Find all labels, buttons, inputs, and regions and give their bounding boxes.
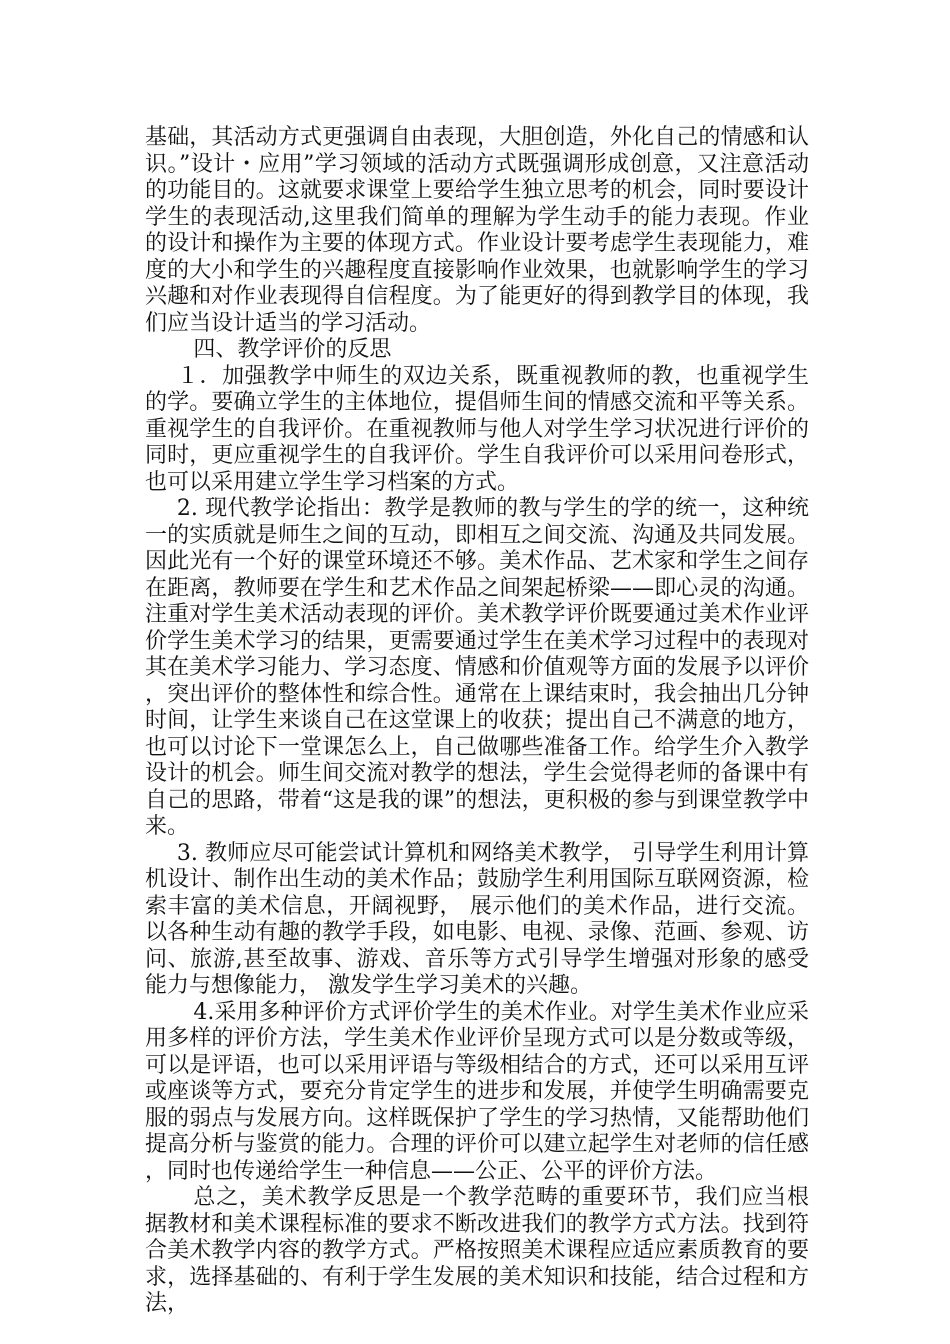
- section-heading-evaluation: 四、教学评价的反思: [193, 337, 392, 362]
- paragraph-activity-design: 基础，其活动方式更强调自由表现，大胆创造，外化自己的情感和认识。”设计・应用”学习领域的活动方式既强调形成创意，又注意活动的功能目的。这就要求课堂上要给学生独立思考的机会，同时要设计学生的表现活动,这里我们简单的理解为学生动手的能力表现。作业的设计和操作为主要的体现方式。作业设计要考虑学生表现能力，难度的大小和学生的兴趣程度直接影响作业效果，也就影响学生的学习兴趣和对作业表现得自信程度。为了能更好的得到教学目的体现，我们应当设计适当的学习活动。: [145, 125, 809, 336]
- paragraph-point-1: １．加强教学中师生的双边关系，既重视教师的教，也重视学生的学。要确立学生的主体地位，提倡师生间的情感交流和平等关系。重视学生的自我评价。在重视教师与他人对学生学习状况进行评价的同时，更应重视学生的自我评价。学生自我评价可以采用问卷形式，也可以采用建立学生学习档案的方式。: [145, 363, 809, 495]
- paragraph-point-2: 2. 现代教学论指出：教学是教师的教与学生的学的统一，这种统一的实质就是师生之间的互动，即相互之间交流、沟通及共同发展。因此光有一个好的课堂环境还不够。美术作品、艺术家和学生之间存在距离，教师要在学生和艺术作品之间架起桥梁——即心灵的沟通。注重对学生美术活动表现的评价。美术教学评价既要通过美术作业评价学生美术学习的结果，更需要通过学生在美术学习过程中的表现对其在美术学习能力、学习态度、情感和价值观等方面的发展予以评价，突出评价的整体性和综合性。通常在上课结束时，我会抽出几分钟时间，让学生来谈自己在这堂课上的收获；提出自己不满意的地方，也可以讨论下一堂课怎么上，自己做哪些准备工作。给学生介入教学设计的机会。师生间交流对教学的想法，学生会觉得老师的备课中有自己的思路，带着“这是我的课”的想法，更积极的参与到课堂教学中来。: [145, 496, 809, 839]
- document-page: [145, 125, 809, 1318]
- paragraph-point-3: 3. 教师应尽可能尝试计算机和网络美术教学， 引导学生利用计算机设计、制作出生动的美术作品；鼓励学生利用国际互联网资源，检索丰富的美术信息，开阔视野， 展示他们的美术作品，进行交流。以各种生动有趣的教学手段，如电影、电视、录像、范画、参观、访问、旅游,甚至故事、游戏、音乐等方式引导学生增强对形象的感受能力与想像能力， 激发学生学习美术的兴趣。: [145, 840, 809, 998]
- paragraph-conclusion: 总之，美术教学反思是一个教学范畴的重要环节，我们应当根据教材和美术课程标准的要求不断改进我们的教学方式方法。找到符合美术教学内容的教学方式。严格按照美术课程应适应素质教育的要求，选择基础的、有利于学生发展的美术知识和技能，结合过程和方法，: [145, 1185, 809, 1316]
- paragraph-point-4: 4.采用多种评价方式评价学生的美术作业。对学生美术作业应采用多样的评价方法，学生美术作业评价呈现方式可以是分数或等级，可以是评语，也可以采用评语与等级相结合的方式，还可以采用互评或座谈等方式，要充分肯定学生的进步和发展，并使学生明确需要克服的弱点与发展方向。这样既保护了学生的学习热情，又能帮助他们提高分析与鉴赏的能力。合理的评价可以建立起学生对老师的信任感，同时也传递给学生一种信息——公正、公平的评价方法。: [145, 999, 809, 1184]
